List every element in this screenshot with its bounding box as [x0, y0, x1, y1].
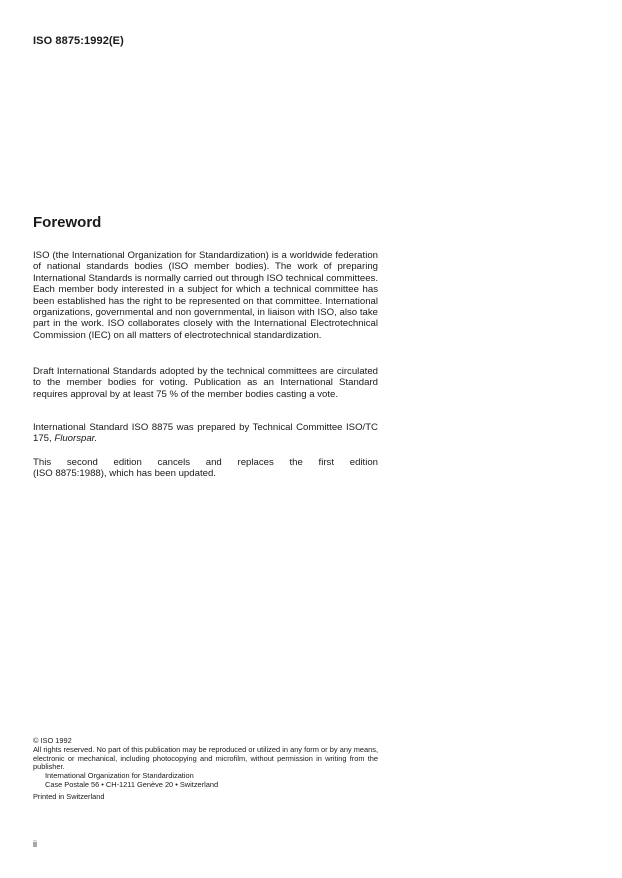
- paragraph-4-line-2: (ISO 8875:1988), which has been updated.: [33, 468, 216, 480]
- organization-name: International Organization for Standardization: [45, 771, 194, 781]
- document-reference: ISO 8875:1992(E): [33, 35, 124, 47]
- foreword-paragraph-1: ISO (the International Organization for Standardization) is a worldwide federation of national standards bodies (ISO member bodies). The work of preparing International Standards is normally carried out through ISO technical committees. Each member body interested in a subject for which a technical committee has been established has the right to be represented on that committee. International organizations, governmental and non governmental, in liaison with ISO, also take part in the work. ISO collaborates closely with the International Electrotechnical Commission (IEC) on all matters of electrotechnical standardization.: [33, 250, 379, 341]
- paragraph-3-text: International Standard ISO 8875 was prepared by Technical Committee ISO/TC 175,: [33, 422, 378, 445]
- page-number: ii: [33, 839, 37, 849]
- organization-address: Case Postale 56 • CH-1211 Genève 20 • Switzerland: [45, 779, 219, 789]
- paragraph-3-committee-title: Fluorspar.: [54, 433, 98, 445]
- paragraph-4-line-1: This second edition cancels and replaces the first edition: [33, 457, 378, 468]
- foreword-paragraph-2: Draft International Standards adopted by the technical committees are circulated to the member bodies for voting. Publication as an International Standard requires approval by at least 75 % of the member bodies casting a vote.: [33, 366, 378, 400]
- printed-in: Printed in Switzerland: [33, 791, 105, 801]
- foreword-paragraph-3: [33, 422, 378, 445]
- foreword-heading: Foreword: [33, 214, 102, 231]
- rights-statement: All rights reserved. No part of this publication may be reproduced or utilized in any form or by any means, electronic or mechanical, including photocopying and microfilm, without permission in writing from the publisher.: [33, 744, 378, 772]
- copyright-block: [33, 737, 378, 802]
- copyright-notice: © ISO 1992: [33, 736, 72, 745]
- foreword-paragraph-4: [33, 457, 378, 480]
